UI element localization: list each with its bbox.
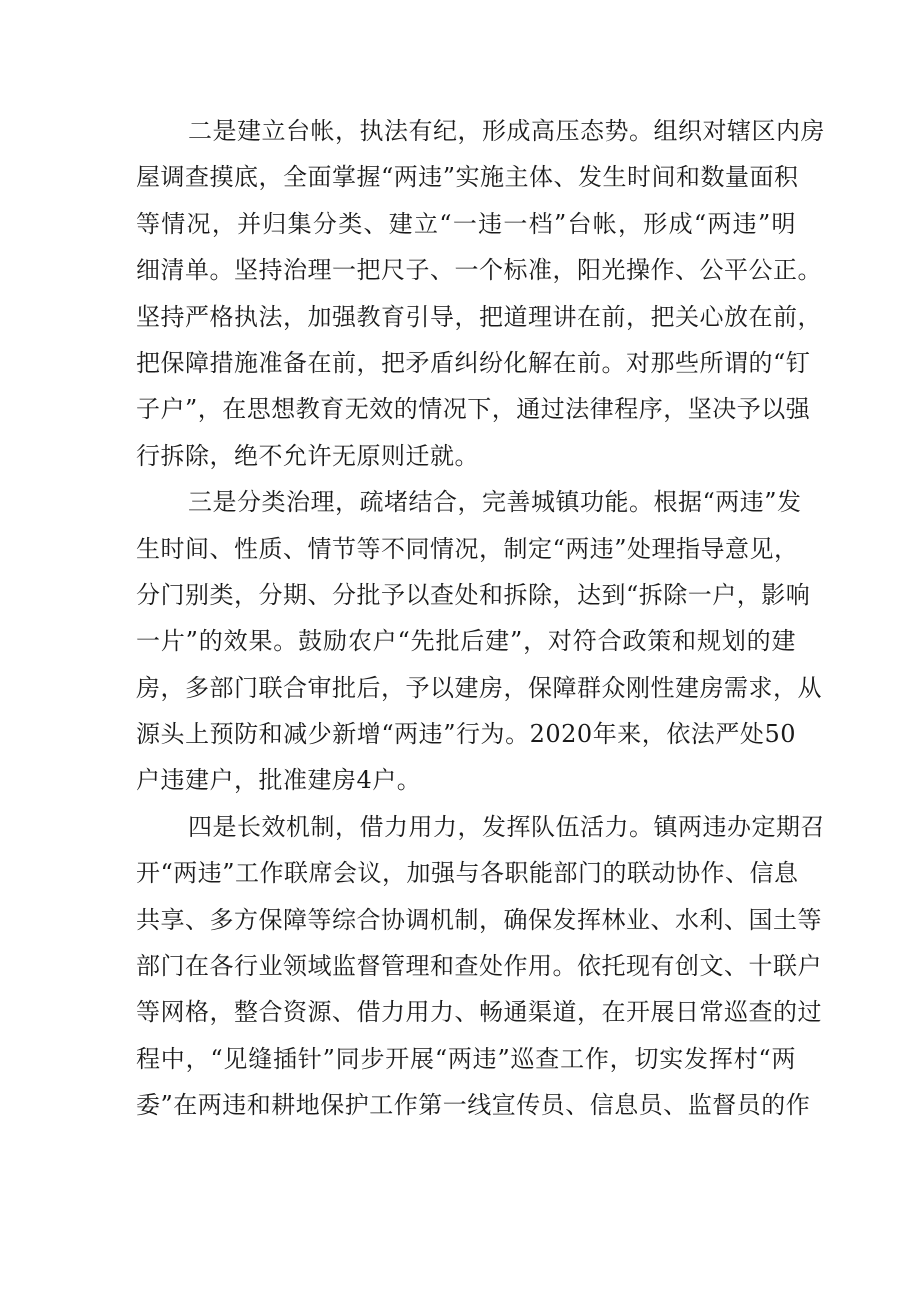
text-line: 三是分类治理，疏堵结合，完善城镇功能。根据“两违”发	[188, 488, 802, 517]
text-line: 开“两违”工作联席会议，加强与各职能部门的联动协作、信息	[136, 859, 799, 888]
text-line: 生时间、性质、情节等不同情况，制定“两违”处理指导意见，	[136, 534, 799, 563]
text-line: 子户”，在思想教育无效的情况下，通过法律程序，坚决予以强	[136, 395, 811, 424]
text-line: 二是建立台帐，执法有纪，形成高压态势。组织对辖区内房	[188, 117, 825, 145]
text-line: 共享、多方保障等综合协调机制，确保发挥林业、水利、国土等	[136, 905, 822, 934]
text-line: 分门别类，分期、分批予以查处和拆除，达到“拆除一户，影响	[136, 580, 811, 609]
text-line: 源头上预防和减少新增“两违”行为。2020年来，依法严处50	[136, 720, 796, 749]
text-line: 四是长效机制，借力用力，发挥队伍活力。镇两违办定期召	[188, 812, 825, 841]
text-line: 房，多部门联合审批后，予以建房，保障群众刚性建房需求，从	[136, 673, 822, 702]
text-line: 行拆除，绝不允许无原则迁就。	[136, 441, 479, 470]
text-line: 等网格，整合资源、借力用力、畅通渠道，在开展日常巡查的过	[136, 998, 822, 1027]
text-line: 委”在两违和耕地保护工作第一线宣传员、信息员、监督员的作	[136, 1091, 811, 1120]
text-line: 把保障措施准备在前，把矛盾纠纷化解在前。对那些所谓的“钉	[136, 348, 811, 377]
text-line: 户违建户，批准建房4户。	[136, 766, 422, 795]
text-line: 一片”的效果。鼓励农户“先批后建”，对符合政策和规划的建	[136, 627, 796, 656]
text-line: 等情况，并归集分类、建立“一违一档”台帐，形成“两违”明	[136, 209, 796, 238]
text-line: 屋调查摸底，全面掌握“两违”实施主体、发生时间和数量面积	[136, 163, 799, 192]
paragraph-ledger	[136, 108, 825, 479]
paragraph-classification	[136, 479, 822, 804]
document-body	[136, 108, 825, 1129]
paragraph-mechanism	[136, 804, 825, 1129]
text-line: 细清单。坚持治理一把尺子、一个标准，阳光操作、公平公正。	[136, 256, 822, 285]
text-line: 程中，“见缝插针”同步开展“两违”巡查工作，切实发挥村“两	[136, 1044, 796, 1073]
text-line: 部门在各行业领域监督管理和查处作用。依托现有创文、十联户	[136, 952, 822, 981]
text-line: 坚持严格执法，加强教育引导，把道理讲在前，把关心放在前，	[136, 302, 822, 331]
